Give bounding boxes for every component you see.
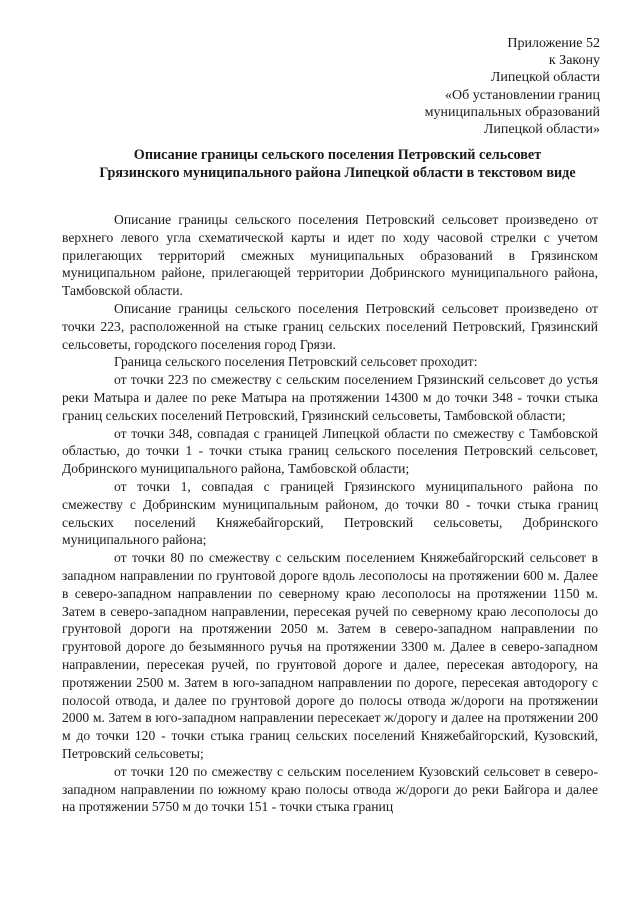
paragraph: Описание границы сельского поселения Петровский сельсовет произведено от точки 223, расположенной на стыке границ сельских поселений Петровский, Грязинский сельсоветы, городского поселения город Грязи. — [62, 300, 598, 352]
paragraph: Описание границы сельского поселения Петровский сельсовет произведено от верхнего левого угла схематической карты и идет по ходу часовой стрелки с учетом прилегающих территорий смежных муниципальных образований в Грязинском муниципальном районе, прилегающей территории Добринского муниципального района, Тамбовской области. — [62, 212, 598, 299]
appendix-line: «Об установлении границ — [445, 87, 600, 103]
paragraph: от точки 80 по смежеству с сельским поселением Княжебайгорский сельсовет в западном направлении по грунтовой дороге вдоль лесополосы на протяжении 600 м. Далее в северо-западном направлении по северному краю лесополосы на протяжении 1150 м. Затем в северо-западном направлении, пересекая ручей по северному краю лесополосы до грунтовой дороги на протяжении 2050 м. Затем в северо-западном направлении по грунтовой дороге до безымянного ручья на протяжении 3300 м. Далее в северо-западном направлении, пересекая ручей, по грунтовой дороге и далее, пересекая автодорогу, на протяжении 2500 м. Затем в юго-западном направлении по дороге, пересекая автодорогу с полосой отвода, и далее по грунтовой дороге до полосы отвода ж/дороги на протяжении 2000 м. Затем в юго-западном направлении пересекает ж/дорогу и далее на протяжении 200 м до точки 120 - точки стыка границ сельских поселений Княжебайгорский, Кузовский, Петровский сельсоветы; — [62, 550, 598, 761]
document-title — [60, 147, 615, 182]
document-body — [62, 211, 598, 816]
paragraph: от точки 120 по смежеству с сельским поселением Кузовский сельсовет в северо-западном направлении по южному краю полосы отвода ж/дороги до реки Байгора и далее на протяжении 5750 м до точки 151 - точки стыка границ — [62, 763, 598, 815]
appendix-line: к Закону — [548, 53, 600, 69]
appendix-line: Приложение 52 — [507, 36, 600, 51]
paragraph: от точки 223 по смежеству с сельским поселением Грязинский сельсовет до устья реки Матыра и далее по реке Матыра на протяжении 14300 м до точки 348 - точки стыка границ сельских поселений Петровский, Грязинский сельсоветы, Тамбовской области; — [62, 372, 598, 423]
title-line-1: Описание границы сельского поселения Петровский сельсовет — [133, 147, 542, 163]
appendix-line: муниципальных образований — [424, 104, 600, 120]
paragraph: от точки 348, совпадая с границей Липецкой области по смежеству с Тамбовской областью, до точки 1 - точки стыка границ сельского поселения Петровский сельсовет, Добринского муниципального района, Тамбовской области; — [62, 425, 598, 477]
paragraph: от точки 1, совпадая с границей Грязинского муниципального района по смежеству с Добринским муниципальным районом, до точки 80 - точки стыка границ сельских поселений Княжебайгорский, Петровский сельсоветы, Добринского муниципального района; — [62, 478, 598, 548]
appendix-line: Липецкой области — [490, 70, 600, 86]
title-line-2: Грязинского муниципального района Липецкой области в текстовом виде — [99, 164, 576, 181]
paragraph: Граница сельского поселения Петровский сельсовет проходит: — [114, 354, 478, 370]
appendix-header — [340, 35, 600, 138]
appendix-line: Липецкой области» — [483, 122, 600, 138]
